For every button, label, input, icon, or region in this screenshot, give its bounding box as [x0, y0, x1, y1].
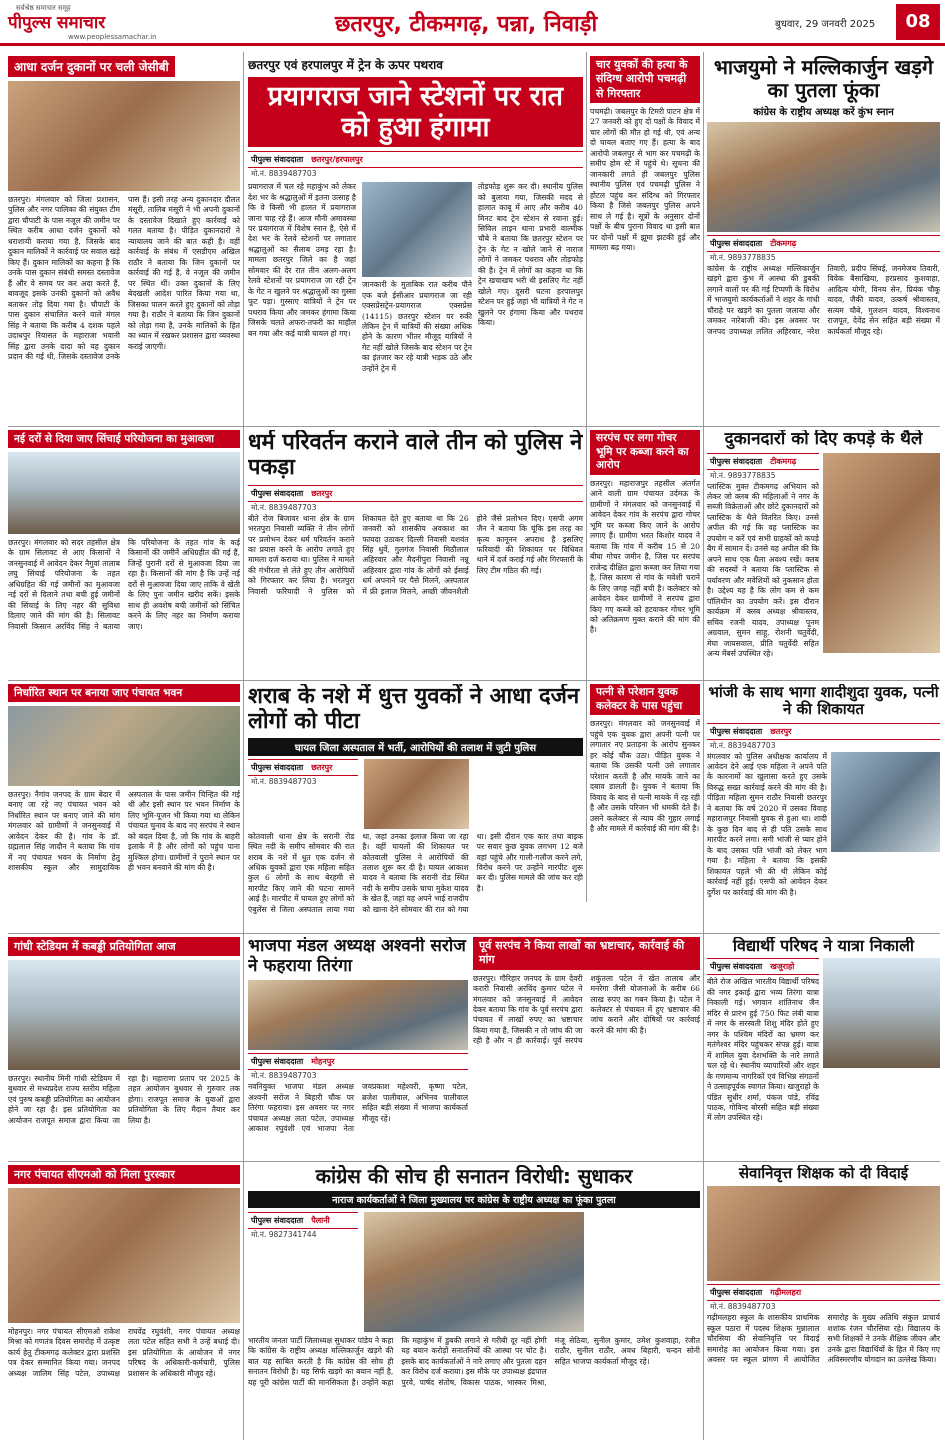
- story-byline: [707, 958, 819, 975]
- logo-url: www.peoplessamachar.in: [68, 33, 157, 41]
- story-byline: [707, 453, 819, 470]
- story-body: पचमढ़ी। जबलपुर के टिमरी पाटन क्षेत्र में 27 जनवरी को हुए दो पक्षों के विवाद में चार लोगों की मौत हो गई थी, एवं अन्य दो घायल बताए गए हैं। हत्या के बाद आरोपी जबलपुर से भाग कर पचमढ़ी के समीप होम स्टे में पहुंचे थे। सूचना की जानकारी लगते ही जबलपुर पुलिस स्थानीय पुलिस एवं पचमढ़ी पुलिस ने होटल पहुंच कर संदिग्ध को गिरफ्तार किया है जिसे जबलपुर पुलिस अपने साथ ले गई है। सूत्रों के अनुसार दोनों पक्षों के बीच पुराना विवाद था इसी बात पर दोनों पक्षों में झूमा झटकी हुई और मामला बढ़ गया।: [590, 106, 700, 252]
- story-train: [248, 56, 583, 421]
- byline-mobile: मो.नं. 8839487703: [251, 776, 317, 786]
- byline-reporter: पीपुल्स संवाददाता: [710, 726, 763, 736]
- byline-location: छतरपुर: [311, 762, 333, 772]
- story-conversion: [248, 430, 583, 675]
- story-byline: [248, 151, 583, 168]
- story-body: छतरपुर। मंगलवार को जनसुनवाई में पहुंचे एक युवक द्वारा अपनी पत्नी पर लगातार नए प्रताड़ना के आरोप सुनकर हर कोई चौंक उठा। पीड़ित युवक ने बताया कि उसकी पत्नी उसे लगातार परेशान करती है और मायके जाने का दबाव डालती है। युवक ने बताया कि विवाद के बाद से पत्नी मायके में रह रही है और उसके परिजन भी धमकी देते हैं। उसने कलेक्टर से न्याय की गुहार लगाई है और मामले में कार्रवाई की मांग की है।: [590, 719, 700, 833]
- story-liquor: [248, 684, 583, 929]
- newspaper-logo[interactable]: [8, 4, 183, 42]
- story-headline: प्रयागराज जाने स्टेशनों पर रात को हुआ हंगामा: [248, 77, 583, 147]
- story-byline: [248, 485, 583, 502]
- row-rule: [8, 680, 940, 681]
- story-headline: निर्धारित स्थान पर बनाया जाए पंचायत भवन: [8, 684, 240, 702]
- story-jcb: [8, 56, 240, 426]
- story-body: छतरपुर। स्थानीय मिनी गांधी स्टेडियम में बुधवार से मध्यप्रदेश राज्य स्तरीय महिला एवं पुरुष कबड्डी प्रतियोगिता का आयोजन होने जा रहा है। इस प्रतियोगिता का आयोजन राजपूत समाज द्वारा किया जा रहा है। महाराणा प्रताप पर 2025 के तहत आयोजन बुधवार से गुरुवार तक होगा। राजपूत समाज के युवाओं द्वारा प्रतियोगिता के लिए मैदान तैयार कर लिया है।: [8, 1074, 240, 1125]
- story-irrigation: [8, 430, 240, 675]
- story-body: मंगलवार को पुलिस अधीक्षक कार्यालय में आवेदन देने आई एक महिला ने अपने पति के कारनामों का खुलासा करते हुए उसके विरुद्ध सख्त कार्रवाई करने की मांग की है। पीड़िता महिला सुमन राठौर निवासी छतरपुर ने बताया कि वर्ष 2020 में उसका विवाह महाराजपुर निवासी युवक से हुआ था। शादी के कुछ दिन बाद से ही पति उसके साथ मारपीट करने लगा। सगी भांजी से प्यार होने के बाद उसका पति भांजी को लेकर भाग गया है। महिला ने बताया कि इसकी शिकायत पहले भी की थी लेकिन कोई कार्रवाई नहीं हुई। एसपी को आवेदन देकर दुर्गेश पर कार्रवाई की मांग की है।: [707, 751, 827, 897]
- story-body: कांग्रेस के राष्ट्रीय अध्यक्ष मल्लिकार्जुन खड़गे द्वारा कुंभ में आस्था की डुबकी लगाने वालों पर की गई टिप्पणी के विरोध में भाजयुमो कार्यकर्ताओं ने शहर के गांधी चौराहे पर खड़गे का पुतला जलाया और जमकर नारेबाजी की। इस अवसर पर जनपद उपाध्यक्ष ललित अहिरवार, नरेश तिवारी, प्रदीप सिंघई, जनमेजय तिवारी, विवेक बैसाखिया, हरप्रसाद कुशवाहा, आदित्य योगी, विनय सेन, प्रियंक चौकू यादव, जैकी यादव, उत्कर्ष श्रीवास्तव, सत्यम चौबे, गुलशन यादव, विश्वनाथ राजपूत, देवेंद्र सेन सहित बड़ी संख्या में कार्यकर्ता मौजूद रहे।: [707, 264, 940, 336]
- story-nagar: [8, 1165, 240, 1440]
- story-headline: शराब के नशे में धुत्त युवकों ने आधा दर्जन लोगों को पीटा: [248, 684, 580, 735]
- story-panchayat: [8, 684, 240, 929]
- story-teacher: [707, 1165, 940, 1440]
- masthead: [0, 0, 945, 46]
- row-rule: [8, 933, 940, 934]
- story-sarpanch: [473, 937, 700, 1157]
- story-headline: चार युवकों की हत्या के संदिग्ध आरोपी पचमढ़ी से गिरफ्तार: [590, 56, 700, 103]
- story-subhead: नाराज कार्यकर्ताओं ने जिला मुख्यालय पर कांग्रेस के राष्ट्रीय अध्यक्ष का फूंका पुतला: [248, 1191, 700, 1208]
- byline-mobile: मो.नं. 9827341744: [251, 1230, 317, 1239]
- story-body: भारतीय जनता पार्टी जिलाध्यक्ष सुधाकर पांडेय ने कहा कि कांग्रेस के राष्ट्रीय अध्यक्ष मल्लिकार्जुन खड़गे की बात यह साबित करती है कि कांग्रेस की सोच ही सनातन विरोधी है। यह सिर्फ खड़गे का बयान नहीं है, यह पूरी कांग्रेस पार्टी की मानसिकता है। उन्होंने कहा कि महाकुंभ में डुबकी लगाने से गरीबी दूर नहीं होगी यह बयान करोड़ों सनातनियों की आस्था पर चोट है। इसके बाद कार्यकर्ताओं ने नारे लगाए और पुतला दहन कर विरोध दर्ज कराया। इस मौके पर उपाध्यक्ष इंद्रपाल पुरवे, पार्षद संतोष, विकास पाठक, भास्कर मिश्रा, मंजू सेठिया, सुनील कुमार, उमेश कुशवाहा, रंजीत राठौर, सुनील राठौर, अवध बिहारी, चन्दन सोनी सहित भाजपा कार्यकर्ता मौजूद रहे।: [248, 1336, 700, 1387]
- story-body: छतरपुर। मंगलवार को जिला प्रशासन, पुलिस और नगर पालिका की संयुक्त टीम द्वारा चौपाटी के पास नजूल की जमीन पर स्थित करीब आधा दर्जन दुकानों को धराशायी कराया गया है, जिसके बाद दुकान मालिकों ने कार्रवाई पर सवाल खड़े किए हैं। दुकान मालिकों का कहना है कि उनके पास दुकान संबंधी समस्त दस्तावेज हैं और वे समय पर कर अदा करते हैं, बावजूद इसके उनकी दुकानों को अवैध बताकर तोड़ दिया गया है। चौपाटी के पास दुकान संचालित करने वाले मंगल सिंह ने बताया कि करीब 4 दशक पहले उदाधपुर रियासत के महाराजा भवानी सिंह द्वारा उनके दादा को यह दुकान प्रदान की गई थी, जिसके दस्तावेज उनके पास हैं। इसी तरह अन्य दुकानदार दौलत मंसूरी, तालिब मंसूरी ने भी अपनी दुकानों के दस्तावेज दिखाते हुए कार्रवाई को गलत बताया है। पीड़ित दुकानदारों ने न्यायालय जाने की बात कही है। वहीं कार्रवाई के संबंध में एसडीएम अखिल राठौर ने बताया कि जिन दुकानों पर कार्रवाई की गई है, वे नजूल की जमीन पर स्थित थीं। उक्त दुकानों के लिए बेदखली आदेश पारित किया गया था, जिसका पालन करते हुए दुकानों को तोड़ा गया है। राठौर ने बताया कि जिन दुकानों को तोड़ा गया है, उनके मालिकों के हित का ध्यान में रखकर प्रशासन द्वारा व्यवस्था कराई जाएगी।: [8, 195, 240, 362]
- story-body: मोहनपुर। नगर पंचायत सीएमओ राकेश मिश्रा को गणतंत्र दिवस समारोह में उत्कृष्ट कार्य हेतु टीकमगढ़ कलेक्टर द्वारा प्रशस्ति पत्र देकर सम्मानित किया गया। जनपद अध्यक्ष जालिम सिंह पटेल, उपाध्यक्ष राघवेंद्र रघुवंशी, नगर पंचायत अध्यक्ष लता पटेल सहित सभी ने उन्हें बधाई दी। इस प्रतियोगिता के आयोजन में नगर परिषद के अधिकारी-कर्मचारी, पुलिस प्रशासन के अधिकारी मौजूद रहे।: [8, 1327, 240, 1378]
- story-body: छतरपुर। गौरिहार जनपद के ग्राम देवरी करारी निवासी अरविंद कुमार पटेल ने मंगलवार को जनसुनवाई में आवेदन देकर बताया कि गांव के पूर्व सरपंच द्वारा पंचायत में लाखों रुपए का भ्रष्टाचार किया गया है, जिसकी न तो जांच की जा रही है और न ही कार्रवाई। पूर्व सरपंच शकुंतला पटेल ने खेत तालाब और मनरेगा जैसी योजनाओं के करीब 66 लाख रुपए का गबन किया है। पटेल ने कलेक्टर से पंचायत में हुए भ्रष्टाचार की जांच कराने और दोषियों पर कार्रवाई करने की मांग की है।: [473, 973, 700, 1046]
- story-photo: [8, 1188, 240, 1323]
- story-headline: सेवानिवृत्त शिक्षक को दी विदाई: [738, 1165, 909, 1182]
- story-photo: [707, 1186, 940, 1281]
- story-headline: भाजयुमो ने मल्लिकार्जुन खड़गे का पुतला फूंका: [713, 56, 934, 102]
- byline-mobile: मो.नं. 8839487703: [710, 740, 776, 750]
- byline-location: मोहनपुर: [311, 1057, 335, 1067]
- story-headline: विद्यार्थी परिषद ने यात्रा निकाली: [732, 937, 915, 955]
- story-gochar: [590, 430, 700, 675]
- story-photo: [8, 452, 240, 534]
- byline-reporter: पीपुल्स संवाददाता: [251, 1057, 304, 1067]
- logo-name: पीपुल्स समाचार: [8, 13, 106, 33]
- story-headline: दुकानदारों को दिए कपड़े के थैले: [724, 430, 923, 449]
- story-kabaddi: [8, 937, 240, 1157]
- story-photo: [8, 960, 240, 1070]
- byline-location: छतरपुर: [311, 488, 333, 498]
- story-byline: [707, 1284, 940, 1301]
- story-byline: [248, 759, 358, 776]
- story-body: कोतवाली थाना क्षेत्र के सरानी रोड स्थित नदी के समीप सोमवार की रात शराब के नशे में धुत एक दर्जन से अधिक युवकों द्वारा एक महिला सहित कुल 6 लोगों के साथ बेरहमी से मारपीट किए जाने की घटना सामने आई है। मारपीट में घायल हुए लोगों को एंबुलेंस से जिला अस्पताल लाया गया था, जहां उनका इलाज किया जा रहा है। वहीं घायलों की शिकायत पर कोतवाली पुलिस ने आरोपियों की तलाश शुरू कर दी है। घायल आकाश यादव ने बताया कि सरानी रोड स्थित नदी के समीप उसके चाचा मुकेश यादव के खेत हैं, जहां वह अपने भाई राजदीप को खाना देने सोमवार की रात को गया था। इसी दौरान एक कार तथा बाइक पर सवार कुछ युवक लगभग 12 बजे वहां पहुंचे और गाली-गलौज करने लगे, विरोध करने पर उन्होंने मारपीट शुरू कर दी। पुलिस मामले की जांच कर रही है।: [248, 831, 583, 914]
- byline-reporter: पीपुल्स संवाददाता: [710, 1288, 763, 1298]
- story-body: बीते रोज बिजावर थाना क्षेत्र के ग्राम भरतपुरा निवासी व्यक्ति ने तीन लोगों पर प्रलोभन देकर धर्म परिवर्तन कराने का प्रयास करने के आरोप लगाते हुए मामला दर्ज कराया था। पुलिस ने मामले की गंभीरता से लेते हुए तीन आरोपियों को गिरफ्तार कर लिया है। भरतपुरा निवासी फरियादी ने पुलिस को शिकायत देते हुए बताया था कि 26 जनवरी को शासकीय अवकाश का फायदा उठाकर दिल्ली निवासी यशवंत सिंह धुर्वे, गुलगंज निवासी मिठौलाल अहिरवार और मैदनीपुरा निवासी नन्नू अहिरवार द्वारा गांव के लोगों को ईसाई धर्म अपनाने पर पैसे मिलने, अस्पताल में फ्री इलाज मिलने, अच्छी जीवनशैली होने जैसे प्रलोभन दिए। एसपी अगम जैन ने बताया कि चूंकि इस तरह का कृत्य कानूनन अपराध है इसलिए फरियादी की शिकायत पर विधिवत थाने में दर्ज कराई गई और गिरफ्तारी के लिए टीम गठित की गई।: [248, 513, 583, 596]
- story-bhanji: [707, 684, 940, 929]
- dateline: बुधवार, 29 जनवरी 2025: [775, 19, 876, 30]
- byline-mobile: मो.नं. 8839487703: [251, 502, 317, 512]
- column-rule: [586, 52, 587, 902]
- story-murder: [590, 56, 700, 421]
- byline-location: गढ़ीमलहरा: [770, 1288, 802, 1298]
- story-photo: [362, 182, 472, 277]
- byline-mobile: मो.नं. 8839487703: [251, 169, 317, 179]
- story-wife: [590, 684, 700, 929]
- story-photo: [364, 1212, 584, 1332]
- region-title: छतरपुर, टीकमगढ़, पन्ना, निवाड़ी: [335, 12, 598, 37]
- byline-location: टीकमगढ़: [770, 239, 797, 248]
- byline-location: छतरपुर: [770, 726, 792, 736]
- story-photo: [823, 453, 940, 653]
- story-photo: [364, 759, 469, 829]
- story-byline: [707, 723, 940, 740]
- story-photo: [823, 958, 940, 1068]
- story-body-middle: जानकारी के मुताबिक रात करीब पौने एक बजे ईसीआर प्रयागराज जा रही एक्सप्रेसट्रेन-प्रयागराज एक्सप्रेस (14115) छतरपुर स्टेशन पर रुकी लेकिन ट्रेन में यात्रियों की संख्या अधिक होने के कारण भीतर मौजूद यात्रियों ने गेट नहीं खोले जिसके बाद स्टेशन पर ट्रेन का इंतजार कर रहे यात्री भड़क उठे और उन्होंने ट्रेन में: [361, 280, 472, 373]
- story-bjym: [707, 56, 940, 421]
- byline-location: टीकमगढ़: [770, 456, 797, 466]
- byline-mobile: मो.नं. 9893778835: [710, 470, 776, 480]
- story-body: छतरपुर। मंगलवार को सदर तहसील क्षेत्र के ग्राम सिलावट से आए किसानों ने जनसुनवाई में आवेदन देकर नैगुवां तालाब लघु सिंचाई परियोजना के तहत अधिग्रहित की गई जमीनों का मुआवजा नई दरों से दिलाने तथा बची हुई जमीनों की सिंचाई के लिए नहर की सुविधा दिलाए जाने की मांग की है। सिलावट निवासी किसान अरविंद सिंह ने बताया कि परियोजना के तहत गांव के कई किसानों की जमीनें अधिग्रहीत की गई हैं, जिन्हें पुरानी दरों से मुआवजा दिया जा रहा है। किसानों की मांग है कि उन्हें नई दरों से मुआवजा दिया जाए ताकि वे खेती के लिए पुनः जमीन खरीद सकें। इसके साथ ही अवशेष बची जमीनों को सिंचित करने के लिए नहर का निर्माण कराया जाए।: [8, 538, 240, 631]
- story-kicker: छतरपुर एवं हरपालपुर में ट्रेन के ऊपर पथराव: [248, 58, 443, 72]
- story-body: छतरपुर। नैगांव जनपद के ग्राम बेदार में बनाए जा रहे नए पंचायत भवन को निर्धारित स्थान पर बनाए जाने की मांग मंगलवार को ग्रामीणों ने जनसुनवाई में आवेदन देकर की है। गांव के डॉ. ग्रह्मलाल सिंह जादौन ने बताया कि गांव में नए पंचायत भवन के निर्माण हेतु शासकीय स्कूल और सामुदायिक अस्पताल के पास जमीन चिन्हित की गई थी और इसी स्थान पर भवन निर्माण के लिए भूमि-पूजन भी किया गया था लेकिन पंचायत चुनाव के बाद नए सरपंच ने स्थान को बदल दिया है, जो कि गांव के बाहरी इलाके में है और लोगों को पहुंच पाना मुश्किल होगा। ग्रामीणों ने पुराने स्थान पर ही भवन बनवाने की मांग की है।: [8, 790, 240, 873]
- row-rule: [8, 1161, 940, 1162]
- byline-location: पैलानी: [311, 1216, 330, 1225]
- story-flag: [248, 937, 468, 1157]
- story-congress: [248, 1165, 700, 1440]
- story-headline: गांधी स्टेडियम में कबड्डी प्रतियोगिता आज: [8, 937, 240, 956]
- story-body: प्लास्टिक मुक्त टीकमगढ़ अभियान को लेकर जो क्लब की महिलाओं ने नगर के सब्जी विक्रेताओं और छोटे दुकानदारों को प्लास्टिक के थैले वितरित किए। उनसे अपील की गई कि वह प्लास्टिक का उपयोग न करें एवं सभी ग्राहकों को कपड़े बैग में सामान दें। उनसे यह अपील की कि अपने साथ एक थैला अवश्य रखें। क्लब की सदस्यों ने बताया कि प्लास्टिक से पर्यावरण और मवेशियों को नुकसान होता है। उद्देश्य यह है कि लोग कम से कम पॉलिथीन का उपयोग करें। इस दौरान कार्यक्रम में क्लब अध्यक्ष श्रीवास्तव, सचिव रजनी यादव, उपाध्यक्ष पूनम अग्रवाल, सुमन साहू, रोशनी चतुर्वेदी, मेघा जायसवाल, प्रीति चतुर्वेदी सहित अन्य मेंबर्स उपस्थित रहे।: [707, 481, 819, 659]
- story-body: बीते रोज अखिल भारतीय विद्यार्थी परिषद की नगर इकाई द्वारा भव्य तिरंगा यात्रा निकाली गई। भगवान शांतिनाथ जैन मंदिर से प्रारंभ हुई 750 फिट लंबी यात्रा में नगर के सरस्वती शिशु मंदिर होते हुए नगर के पश्चिम मंदिरों का भ्रमण कर मतंगेश्वर मंदिर पहुंचकर संपन्न हुई। यात्रा में शामिल युवा देशभक्ति के नारे लगाते चल रहे थे। स्थानीय व्यापारियों और शहर के गणमान्य नागरिकों एवं विभिन्न संगठनों ने उत्साहपूर्वक स्वागत किया। खजुराहो के पंडित सुधीर शर्मा, पंकज पांडे, रविंद्र पाठक, गोविन्द बोरसी सहित बड़ी संख्या में लोग उपस्थित रहे।: [707, 977, 819, 1123]
- story-headline: कांग्रेस की सोच ही सनातन विरोधी: सुधाकर: [315, 1165, 633, 1188]
- story-headline: नगर पंचायत सीएमओ को मिला पुरस्कार: [8, 1165, 240, 1184]
- story-headline: धर्म परिवर्तन कराने वाले तीन को पुलिस ने पकड़ा: [248, 430, 583, 481]
- story-body-right: तोड़फोड़ शुरू कर दी। स्थानीय पुलिस को बुलाया गया, जिसकी मदद से हालात काबू में आए और करीब 40 मिनट बाद ट्रेन स्टेशन से रवाना हुई। सिविल लाइन थाना प्रभारी वाल्मीक चौबे ने बताया कि छतरपुर स्टेशन पर ट्रेन के गेट न खोले जाने से नाराज लोगों ने जमकर पथराव और तोड़फोड़ की है। ट्रेन में लोगों का कहना था कि ट्रेन खचाखच भरी थी इसलिए गेट नहीं खोले गए। दूसरी घटना हरपालपुर स्टेशन पर हुई जहां भी यात्रियों ने गेट न खुलने पर हंगामा किया और पथराव किया।: [477, 182, 583, 328]
- byline-reporter: पीपुल्स संवाददाता: [710, 962, 763, 972]
- story-headline: भांजी के साथ भागा शादीशुदा युवक, पत्नी ने की शिकायत: [708, 684, 939, 719]
- byline-mobile: मो.नं. 8839487703: [710, 1302, 776, 1312]
- column-rule: [703, 52, 704, 1440]
- story-body: नवनियुक्त भाजपा मंडल अध्यक्ष अश्वनी सरोज ने बिहारी चौक पर तिरंगा फहराया। इस अवसर पर नगर पंचायत अध्यक्ष लता पटेल, उपाध्यक्ष आकाश रघुवंशी एवं भाजपा नेता जयप्रकाश महेश्वरी, कृष्णा पटेल, ब्रजेश पालीवाल, अभिनव पालीवाल सहित बड़ी संख्या में भाजपा कार्यकर्ता मौजूद रहे।: [248, 1082, 468, 1133]
- story-headline: भाजपा मंडल अध्यक्ष अश्वनी सरोज ने फहराया तिरंगा: [248, 937, 466, 976]
- logo-tagline: सर्वश्रेष्ठ समाचार समूह: [16, 4, 71, 12]
- byline-mobile: मो.नं. 9893778835: [710, 253, 776, 262]
- story-photo: [8, 81, 240, 191]
- story-headline: सरपंच पर लगा गोचर भूमि पर कब्जा करने का आरोप: [590, 430, 700, 475]
- story-subhead: कांग्रेस के राष्ट्रीय अध्यक्ष करें कुंभ स्नान: [753, 107, 894, 118]
- byline-reporter: पीपुल्स संवाददाता: [251, 488, 304, 498]
- story-subhead: घायल जिला अस्पताल में भर्ती, आरोपियों की तलाश में जुटी पुलिस: [248, 738, 583, 756]
- story-byline: [707, 235, 940, 252]
- story-body-left: प्रयागराज में चल रहे महाकुंभ को लेकर देश भर के श्रद्धालुओं में इतना उत्साह है कि वे किसी भी हालत में प्रयागराज जाना चाह रहे हैं। आज मौनी अमावस्या पर प्रयागराज में विशेष स्नान है, ऐसे में देश भर के रेलवे स्टेशनों पर लगातार श्रद्धालुओं का सैलाब उमड़ रहा है। मामला छतरपुर जिले का है जहां सोमवार की देर रात तीन अलग-अलग रेलवे स्टेशनों पर प्रयागराज जा रही ट्रेन के गेट न खुलने पर श्रद्धालुओं का गुस्सा फूट पड़ा। गुस्साए यात्रियों ने ट्रेन पर पथराव किया और जमकर हंगामा किया जिसके चलते अफरा-तफरी का माहौल बन गया और कई यात्री घायल हो गए।: [248, 182, 356, 338]
- story-photo: [248, 980, 468, 1050]
- story-photo: [831, 752, 940, 852]
- byline-reporter: पीपुल्स संवाददाता: [251, 1216, 304, 1225]
- story-photo: [8, 706, 240, 786]
- story-yatra: [707, 937, 940, 1157]
- column-rule: [243, 52, 244, 1440]
- story-byline: [248, 1053, 468, 1070]
- byline-reporter: पीपुल्स संवाददाता: [251, 762, 304, 772]
- byline-reporter: पीपुल्स संवाददाता: [251, 155, 304, 165]
- byline-mobile: मो.नं. 8839487703: [251, 1071, 317, 1081]
- story-headline: पत्नी से परेशान युवक कलेक्टर के पास पहुंचा: [590, 684, 700, 715]
- story-body: छतरपुर। महाराजपुर तहसील अंतर्गत आने वाली ग्राम पंचायत उर्दमऊ के ग्रामीणों ने मंगलवार को जनसुनवाई में आवेदन देकर गांव के सरपंच द्वारा गोचर भूमि पर कब्जा किए जाने के आरोप लगाए हैं। ग्रामीण भरत किशोर यादव ने बताया कि गांव में करीब 15 से 20 बीघा गोचर जमीन है, जिस पर सरपंच राजेन्द्र दीक्षित द्वारा कब्जा कर लिया गया है, जिस कारण से गांव के मवेशी चराने के लिए जगह नहीं बची है। कलेक्टर को आवेदन देकर ग्रामीणों ने सरपंच द्वारा किए गए कब्जे को हटवाकर गोचर भूमि को अतिक्रमण मुक्त कराने की मांग की है।: [590, 478, 700, 635]
- story-body: गढ़ीमलहरा स्कूल के शासकीय प्राथमिक स्कूल पठारा में पदस्थ शिक्षक मुन्नालाल चौरसिया की सेवानिवृत्ति पर विदाई समारोह का आयोजन किया गया। इस अवसर पर स्कूल प्रांगण में आयोजित समारोह के मुख्य अतिथि संकुल प्राचार्य शशांक रंजन चौरसिया रहे। विद्यालय के सभी शिक्षकों ने उनके शैक्षिक जीवन और उनके द्वारा विद्यार्थियों के हित में किए गए अविस्मरणीय योगदान का उल्लेख किया।: [707, 1313, 940, 1365]
- story-bags: [707, 430, 940, 675]
- story-photo: [707, 122, 940, 232]
- row-rule: [8, 426, 940, 427]
- story-headline: आधा दर्जन दुकानों पर चली जेसीबी: [8, 56, 175, 77]
- story-headline: नई दरों से दिया जाए सिंचाई परियोजना का मुआवजा: [8, 430, 240, 448]
- byline-location: छतरपुर/हरपालपुर: [311, 155, 363, 165]
- story-headline: पूर्व सरपंच ने किया लाखों का भ्रष्टाचार, कार्रवाई की मांग: [473, 937, 700, 970]
- story-byline: [248, 1212, 358, 1229]
- byline-reporter: पीपुल्स संवाददाता: [710, 456, 763, 466]
- byline-reporter: पीपुल्स संवाददाता: [710, 239, 763, 248]
- page-number: 08: [896, 4, 940, 40]
- byline-location: खजुराहो: [770, 962, 795, 972]
